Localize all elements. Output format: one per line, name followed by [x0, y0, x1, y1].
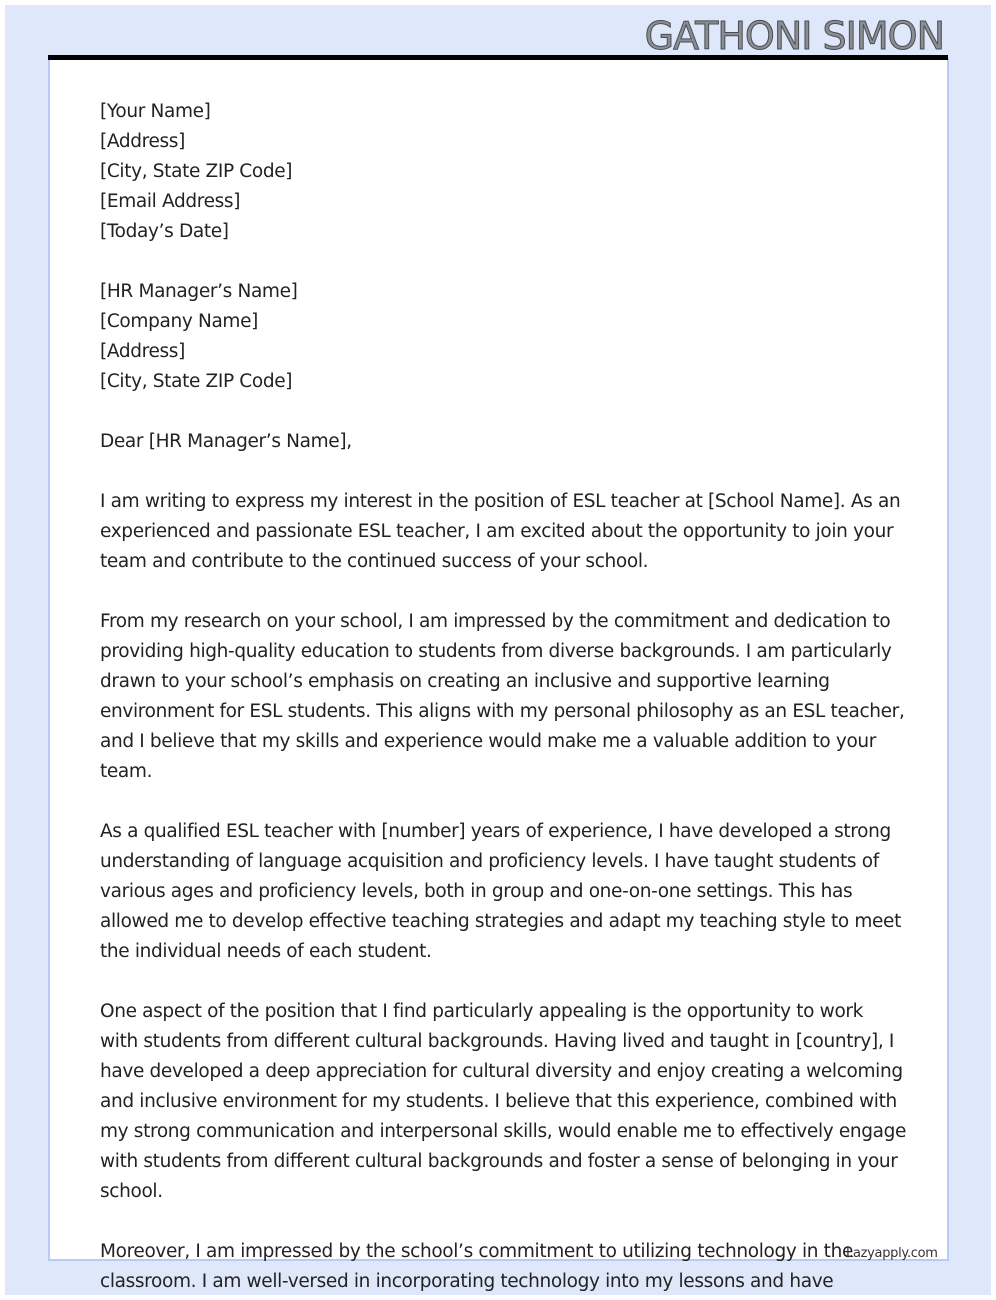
paragraph-line: various ages and proficiency levels, both in group and one-on-one settings. This has — [100, 881, 853, 902]
paragraph-line: school. — [100, 1181, 163, 1202]
header-name: GATHONI SIMON — [644, 14, 944, 58]
sender-line: [Email Address] — [100, 191, 241, 212]
paragraph-line: drawn to your school’s emphasis on creating an inclusive and supportive learning — [100, 671, 830, 692]
paragraph-line: As a qualified ESL teacher with [number] years of experience, I have developed a strong — [100, 821, 891, 842]
paragraph-line: the individual needs of each student. — [100, 941, 432, 962]
watermark: Lazyapply.com — [846, 1246, 938, 1261]
paragraph-line: From my research on your school, I am impressed by the commitment and dedication to — [100, 611, 891, 632]
paragraph — [100, 1237, 920, 1297]
paragraph-line: providing high-quality education to students from diverse backgrounds. I am particularly — [100, 641, 892, 662]
paragraph-line: One aspect of the position that I find particularly appealing is the opportunity to work — [100, 1001, 864, 1022]
letter-body — [100, 97, 920, 1297]
paragraph — [100, 997, 920, 1207]
paragraph-line: with students from different cultural backgrounds. Having lived and taught in [country], I — [100, 1031, 895, 1052]
recipient-block — [100, 277, 920, 397]
paragraph-line: with students from different cultural backgrounds and foster a sense of belonging in your — [100, 1151, 898, 1172]
paragraph — [100, 487, 920, 577]
sender-line: [Your Name] — [100, 101, 211, 122]
paragraph-line: and I believe that my skills and experience would make me a valuable addition to your — [100, 731, 877, 752]
paragraph-line: and inclusive environment for my students. I believe that this experience, combined with — [100, 1091, 897, 1112]
paragraph — [100, 817, 920, 967]
paragraph-line: classroom. I am well-versed in incorporating technology into my lessons and have — [100, 1271, 834, 1292]
sender-block — [100, 97, 920, 247]
recipient-line: [Company Name] — [100, 311, 259, 332]
sender-line: [City, State ZIP Code] — [100, 161, 293, 182]
paragraph-line: Moreover, I am impressed by the school’s commitment to utilizing technology in the — [100, 1241, 853, 1262]
paragraph-line: my strong communication and interpersonal skills, would enable me to effectively engage — [100, 1121, 907, 1142]
paragraph-line: experienced and passionate ESL teacher, I am excited about the opportunity to join your — [100, 521, 894, 542]
paragraph-line: environment for ESL students. This aligns with my personal philosophy as an ESL teacher, — [100, 701, 905, 722]
recipient-line: [Address] — [100, 341, 185, 362]
recipient-line: [HR Manager’s Name] — [100, 281, 298, 302]
recipient-line: [City, State ZIP Code] — [100, 371, 293, 392]
paragraph-line: I am writing to express my interest in the position of ESL teacher at [School Name]. As an — [100, 491, 901, 512]
paragraph-line: team and contribute to the continued success of your school. — [100, 551, 649, 572]
paragraph-line: understanding of language acquisition and proficiency levels. I have taught students of — [100, 851, 879, 872]
paragraphs — [100, 487, 920, 1297]
paragraph-line: allowed me to develop effective teaching strategies and adapt my teaching style to meet — [100, 911, 901, 932]
sender-line: [Address] — [100, 131, 185, 152]
paragraph-line: team. — [100, 761, 153, 782]
paragraph-line: have developed a deep appreciation for cultural diversity and enjoy creating a welcoming — [100, 1061, 903, 1082]
sender-line: [Today’s Date] — [100, 221, 229, 242]
salutation: Dear [HR Manager’s Name], — [100, 431, 352, 452]
paragraph — [100, 607, 920, 787]
